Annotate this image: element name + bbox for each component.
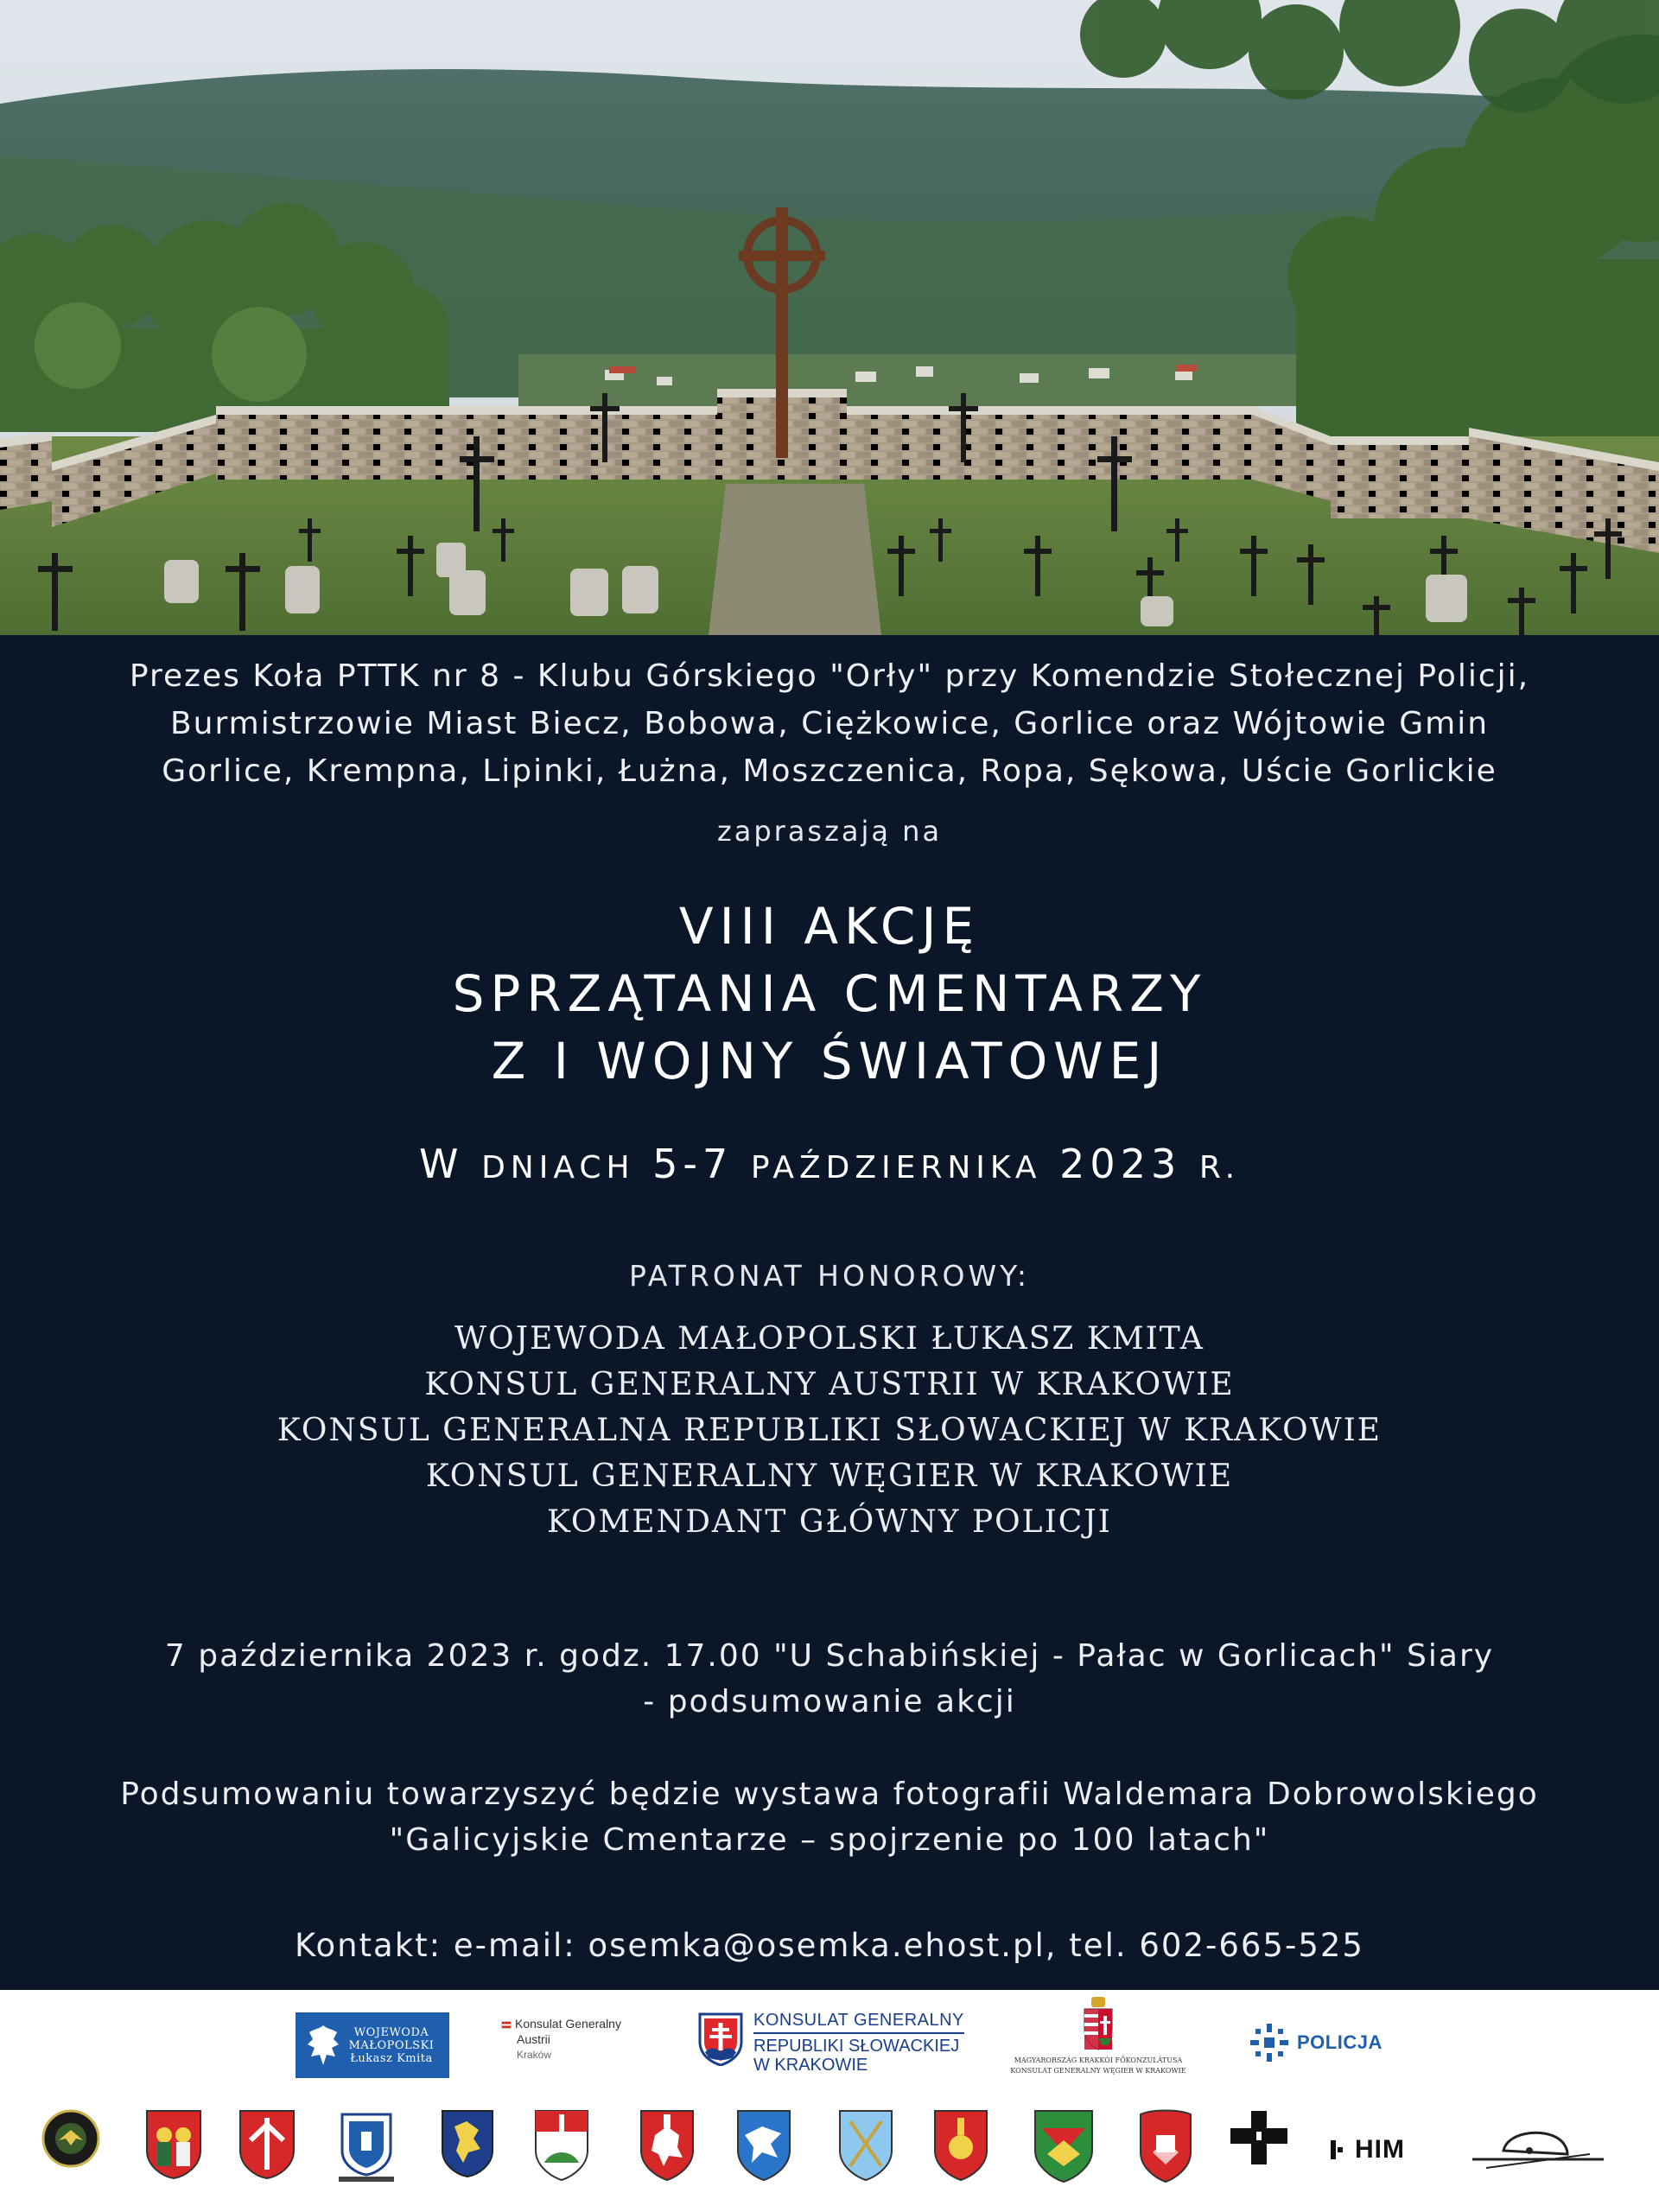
event-title-line-3: Z I WOJNY ŚWIATOWEJ — [491, 1032, 1168, 1090]
event-title-line-2: SPRZĄTANIA CMENTARZY — [452, 964, 1207, 1023]
austrian-flag-icon — [501, 2021, 512, 2029]
slovak-line-2: REPUBLIKI SŁOWACKIEJ — [753, 2037, 960, 2056]
intro-line-2: Burmistrzowie Miast Biecz, Bobowa, Ciężkowice, Gorlice oraz Wójtowie Gmin — [169, 706, 1490, 741]
krempna-crest-icon — [639, 2109, 695, 2182]
austria-consulate-logo — [501, 2016, 657, 2076]
gorlice-gmina-crest-icon — [334, 2109, 399, 2183]
austria-city: Kraków — [517, 2049, 552, 2061]
event-title-line-1: VIII AKCJĘ — [678, 897, 981, 956]
ciezkowice-crest-icon — [441, 2109, 494, 2178]
summary-line-2: - podsumowanie akcji — [643, 1684, 1016, 1719]
him-mark-icon — [1331, 2139, 1350, 2161]
date-r: R. — [1198, 1150, 1241, 1185]
patron-item: KOMENDANT GŁÓWNY POLICJI — [546, 1504, 1113, 1540]
hungary-line-1: MAGYARORSZÁG KRAKKÓI FŐKONZULÁTUSA — [1014, 2056, 1183, 2064]
slovak-line-3: W KRAKOWIE — [753, 2056, 868, 2075]
patronage-heading: PATRONAT HONOROWY: — [628, 1259, 1031, 1293]
date-days: 5-7 — [652, 1141, 734, 1187]
wojewoda-line-3: Łukasz Kmita — [350, 2051, 433, 2065]
moszczenica-crest-icon — [933, 2109, 988, 2182]
austria-title-line-1: Konsulat Generalny — [515, 2017, 621, 2031]
orly-club-badge-icon — [41, 2109, 100, 2168]
cemetery-photo — [0, 0, 1659, 635]
exhibition-line-2: "Galicyjskie Cmentarze – spojrzenie po 100 latach" — [389, 1822, 1270, 1858]
slovak-coat-of-arms-icon — [698, 2012, 743, 2066]
contact-info: Kontakt: e-mail: osemka@osemka.ehost.pl, tel. 602-665-525 — [295, 1927, 1364, 1964]
invite-text: zapraszają na — [716, 815, 943, 848]
bobowa-crest-icon — [238, 2109, 296, 2180]
eagle-emblem-icon — [302, 2020, 344, 2070]
patron-item: KONSUL GENERALNY WĘGIER W KRAKOWIE — [425, 1459, 1234, 1494]
hungarian-coat-of-arms-icon — [1081, 1997, 1116, 2050]
slovak-consulate-logo — [698, 2009, 966, 2082]
austria-title-line-2: Austrii — [517, 2032, 550, 2046]
hungary-consulate-logo — [1007, 1997, 1190, 2083]
patron-item: KONSUL GENERALNY AUSTRII W KRAKOWIE — [424, 1367, 1235, 1402]
wojewoda-line-2: MAŁOPOLSKI — [348, 2038, 435, 2052]
wojewoda-malopolski-logo — [296, 2012, 449, 2078]
event-dates — [0, 1141, 1659, 1187]
date-month: PAŹDZIERNIKA — [750, 1150, 1042, 1185]
exhibition-line-1: Podsumowaniu towarzyszyć będzie wystawa fotografii Waldemara Dobrowolskiego — [120, 1777, 1539, 1812]
date-w: W — [418, 1141, 464, 1187]
patron-item: WOJEWODA MAŁOPOLSKI ŁUKASZ KMITA — [454, 1321, 1205, 1357]
sponsor-logo-strip — [0, 1990, 1659, 2212]
patron-item: KONSUL GENERALNA REPUBLIKI SŁOWACKIEJ W KRAKOWIE — [276, 1413, 1382, 1448]
policja-logo — [1249, 2023, 1382, 2063]
date-year: 2023 — [1059, 1141, 1182, 1187]
invitation-content — [0, 635, 1659, 1990]
wojewoda-line-1: WOJEWODA — [353, 2025, 429, 2039]
gorlice-city-crest-icon — [534, 2109, 589, 2182]
cross-emblem-icon — [1229, 2109, 1289, 2166]
lipinki-crest-icon — [736, 2109, 791, 2182]
intro-line-3: Gorlice, Krempna, Lipinki, Łużna, Moszczenica, Ropa, Sękowa, Uście Gorlickie — [162, 753, 1497, 789]
intro-line-1: Prezes Koła PTTK nr 8 - Klubu Górskiego "Orły" przy Komendzie Stołecznej Policji, — [129, 658, 1530, 694]
date-dniach: DNIACH — [481, 1150, 635, 1185]
summary-line-1: 7 października 2023 r. godz. 17.00 "U Schabińskiej - Pałac w Gorlicach" Siary — [164, 1638, 1495, 1674]
slovak-line-1: KONSULAT GENERALNY — [753, 2011, 964, 2034]
hungary-line-2: KONSULAT GENERALNY WĘGIER W KRAKOWIE — [1010, 2067, 1186, 2075]
biecz-crest-icon — [145, 2109, 202, 2180]
ropa-crest-icon — [1033, 2109, 1094, 2183]
helmet-weapons-icon — [1469, 2120, 1607, 2182]
policja-label: POLICJA — [1297, 2031, 1382, 2053]
him-logo: HIM — [1355, 2135, 1405, 2164]
sekowa-crest-icon — [1135, 2109, 1196, 2183]
police-star-icon — [1249, 2022, 1290, 2063]
luzna-crest-icon — [838, 2109, 893, 2182]
